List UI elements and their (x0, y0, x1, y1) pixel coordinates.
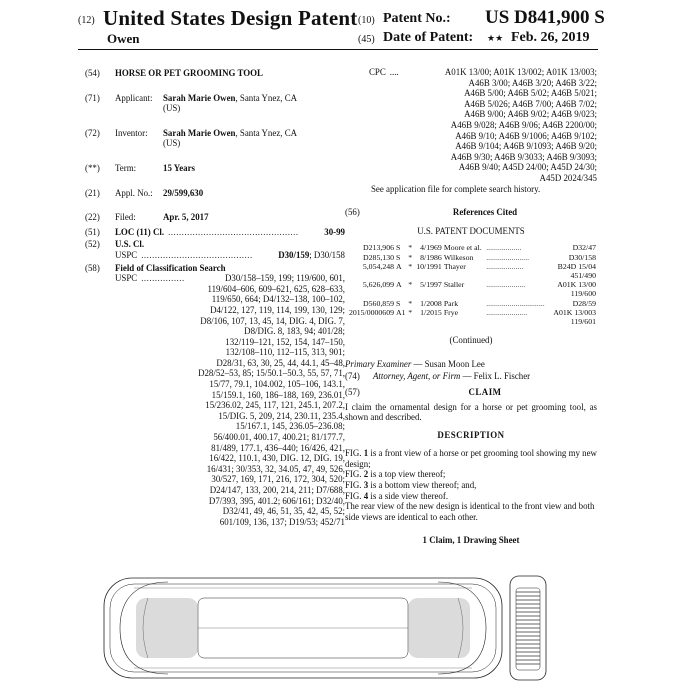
design-drawing (98, 568, 548, 684)
reference-name: Moore et al. (443, 243, 482, 253)
continued-note: (Continued) (449, 335, 493, 346)
reference-number: D285,130 (363, 252, 395, 262)
search-line: D30/158–159, 199; 119/600, 601, (225, 273, 345, 284)
reference-number: 2015/0000609 (348, 307, 395, 317)
cpc-line: A46B 9/40; A45D 24/00; A45D 24/30; (458, 162, 597, 173)
reference-name: Thayer (443, 261, 466, 271)
reference-number: 5,054,248 (362, 261, 395, 271)
reference-number: 5,626,099 (362, 280, 395, 290)
search-line: 119/650, 664; D4/132–138, 100–102, (211, 294, 345, 305)
cpc-line: A46B 9/104; A46B 9/1093; A46B 9/20; (455, 141, 597, 152)
reference-kind: A (396, 280, 402, 290)
search-line: D8/106, 107, 13, 45, 14, DIG. 4, DIG. 7, (200, 315, 345, 326)
reference-class-secondary: 451/490 (570, 270, 596, 280)
inventor-surname: Owen (107, 31, 140, 46)
reference-name: Park (443, 298, 459, 308)
claim-heading: (57) CLAIM (345, 386, 502, 397)
reference-dots: ...................... (486, 252, 530, 262)
cpc-line: A01K 13/00; A01K 13/002; A01K 13/003; (444, 67, 597, 77)
patent-no-label: Patent No.: (383, 11, 451, 26)
cpc-line: A46B 9/00; A46B 9/02; A46B 9/023; (464, 109, 597, 120)
description-tail: The rear view of the new design is identical to the front view and both side views are identical to each other. (345, 501, 595, 522)
search-line: 30/527, 169, 171, 216, 172, 304, 520; (211, 474, 345, 485)
search-line: D8/DIG. 8, 183, 94; 401/28; (244, 326, 345, 337)
reference-name: Staller (443, 280, 465, 290)
search-field: (58) Field of Classification Search (85, 262, 226, 273)
search-line: 15/167.1, 145, 236.05–236.08; (235, 421, 345, 432)
term-field: (**) Term: 15 Years (85, 162, 195, 173)
reference-class-secondary: 119/601 (570, 316, 596, 326)
reference-date: 5/1997 (420, 280, 442, 290)
reference-row-cont (345, 271, 597, 280)
claim-text: I claim the ornamental design for a horse or pet grooming tool, as shown and described. (345, 401, 597, 423)
reference-dots: .................. (486, 243, 522, 253)
title-field: (54) HORSE OR PET GROOMING TOOL (85, 68, 263, 78)
right-column (345, 67, 597, 546)
us-class-field: (52) U.S. Cl. (85, 239, 145, 250)
reference-dots: ................... (486, 261, 524, 271)
figure-description: FIG. 1 is a front view of a horse or pet grooming tool showing my new design; (345, 448, 597, 469)
description-body (345, 448, 597, 522)
search-line: D24/147, 133, 200, 214, 211; D7/688, (209, 485, 345, 495)
search-line: 119/604–606, 609–621, 625, 628–633, (207, 283, 345, 294)
search-lines (85, 284, 345, 528)
application-number-field: (21) Appl. No.: 29/599,630 (85, 187, 204, 198)
code-10: (10) (358, 15, 375, 26)
cpc-line: A46B 5/026; A46B 7/00; A46B 7/02; (464, 98, 597, 109)
reference-row (345, 253, 597, 262)
search-line: 16/431; 30/353, 32, 34.05, 47, 49, 526, (206, 463, 345, 474)
references-table (345, 243, 597, 326)
reference-kind: A1 (396, 307, 406, 317)
search-line: 132/108–110, 112–115, 313, 901; (225, 347, 345, 358)
inventor-field: (72) Inventor: Sarah Marie Owen, Santa Ynez, CA (US) (85, 127, 298, 149)
search-line: D7/393, 395, 401.2; 606/161; D32/40, (208, 495, 345, 506)
references-subtitle: U.S. PATENT DOCUMENTS (417, 225, 525, 236)
search-line: D4/122, 127, 119, 114, 199, 130, 129; (210, 304, 345, 315)
filed-field: (22) Filed: Apr. 5, 2017 (85, 212, 209, 223)
reference-row (345, 243, 597, 252)
reference-number: D560,859 (363, 298, 395, 308)
reference-kind: S (396, 243, 401, 253)
search-line: 81/489, 177.1, 436–440; 16/426, 421, (211, 442, 345, 453)
reference-row-cont (345, 289, 597, 298)
figure-description: FIG. 4 is a side view thereof. (345, 490, 449, 501)
document-title: United States Design Patent (103, 6, 358, 30)
header-rule (78, 49, 598, 50)
reference-class: B24D 15/04 (557, 261, 596, 271)
reference-row (345, 280, 597, 289)
cpc-first-line: CPC .... A01K 13/00; A01K 13/002; A01K 13/003; (369, 67, 597, 77)
date-stars: ★★ (487, 33, 504, 43)
reference-dots: ..................... (486, 307, 528, 317)
reference-kind: S (396, 252, 401, 262)
reference-class: D28/59 (572, 298, 596, 308)
reference-row-cont (345, 317, 597, 326)
figure-description: FIG. 2 is a top view thereof; (345, 469, 446, 480)
reference-number: D213,906 (363, 243, 395, 253)
search-line: 601/109, 136, 137; D19/53; 452/71 (219, 516, 345, 527)
search-line: 15/236.02, 245, 117, 121, 245.1, 207.2, (205, 400, 345, 411)
reference-row (345, 299, 597, 308)
reference-date: 1/2008 (420, 298, 442, 308)
side-view-teeth (516, 592, 540, 664)
code-12: (12) (78, 15, 95, 26)
reference-star: * (408, 280, 413, 290)
patent-date: Feb. 26, 2019 (511, 30, 590, 45)
references-heading: (56) References Cited (345, 207, 518, 218)
patent-number: US D841,900 S (485, 7, 605, 28)
reference-class-secondary: 119/600 (570, 289, 596, 299)
reference-dots: .................... (486, 280, 526, 290)
reference-date: 4/1969 (420, 243, 442, 253)
reference-star: * (408, 252, 413, 262)
reference-class: A01K 13/00 (557, 280, 596, 290)
reference-class: D32/47 (572, 243, 596, 253)
applicant-field: (71) Applicant: Sarah Marie Owen, Santa Ynez, CA (US) (85, 92, 298, 114)
reference-star: * (408, 307, 413, 317)
search-line: D32/41, 49, 46, 51, 35, 42, 45, 52; (222, 506, 345, 517)
reference-class: D30/158 (568, 252, 596, 262)
reference-star: * (408, 243, 413, 253)
reference-date: 8/1986 (420, 252, 442, 262)
attorney: (74) Attorney, Agent, or Firm — Felix L. Fischer (345, 371, 531, 382)
search-line: 132/119–121, 152, 154, 147–150, (225, 336, 345, 347)
reference-row (345, 308, 597, 317)
reference-star: * (408, 261, 413, 271)
cpc-line: A45D 2024/345 (539, 172, 597, 183)
search-line: D28/31, 63, 30, 25, 44, 44.1, 45–48, (216, 357, 345, 368)
search-line: 15/77, 79.1, 104.002, 105–106, 143.1, (209, 379, 345, 390)
search-line: 56/400.01, 400.17, 400.21; 81/177.7, (213, 432, 345, 443)
cpc-line: A46B 9/10; A46B 9/1006; A46B 9/102; (455, 130, 597, 141)
inventor-name: Sarah Marie Owen (163, 127, 236, 138)
reference-kind: S (396, 298, 401, 308)
uspc-field: USPC ......................................... D30/159 ; D30/158 (115, 249, 345, 260)
search-line: 15/DIG. 5, 209, 214, 230.11, 235.4, (218, 410, 345, 421)
description-heading: DESCRIPTION (437, 429, 505, 440)
applicant-name: Sarah Marie Owen (163, 92, 236, 103)
see-application-note: See application file for complete search history. (371, 183, 541, 194)
left-column (85, 68, 345, 527)
cpc-line: A46B 9/30; A46B 9/3033; A46B 9/3093; (450, 151, 597, 162)
claims-summary: 1 Claim, 1 Drawing Sheet (422, 535, 520, 546)
reference-class: A01K 13/003 (553, 307, 596, 317)
reference-row (345, 262, 597, 271)
reference-star: * (408, 298, 413, 308)
figure-description: FIG. 3 is a bottom view thereof; and, (345, 480, 477, 491)
reference-date: 1/2015 (420, 307, 442, 317)
primary-examiner: Primary Examiner — Susan Moon Lee (345, 358, 485, 369)
reference-date: 10/1991 (416, 261, 442, 271)
cpc-line: A46B 3/00; A46B 3/20; A46B 3/22; (468, 77, 597, 88)
cpc-line: A46B 5/00; A46B 5/02; A46B 5/021; (464, 88, 597, 99)
search-uspc: USPC ................ D30/158–159, 199; 119/600, 601, (115, 273, 345, 284)
cpc-line: A46B 9/028; A46B 9/06; A46B 2200/00; (450, 119, 597, 130)
search-line: 16/422, 110.1, 430, DIG. 12, DIG. 19, (209, 453, 345, 464)
loc-class-field: (51) LOC (11) Cl. ................................................ 30-99 (85, 226, 345, 237)
reference-dots: .............................. (486, 298, 545, 308)
reference-name: Frye (443, 307, 459, 317)
search-line: 15/159.1, 160, 186–188, 169, 236.01, (211, 389, 345, 400)
search-line: D28/52–53, 85; 15/50.1–50.3, 55, 57, 71, (198, 368, 345, 379)
date-label: Date of Patent: (383, 30, 474, 45)
reference-name: Wilkeson (443, 252, 474, 262)
code-45: (45) (358, 34, 375, 45)
reference-kind: A (396, 261, 402, 271)
invention-title: HORSE OR PET GROOMING TOOL (115, 68, 263, 78)
